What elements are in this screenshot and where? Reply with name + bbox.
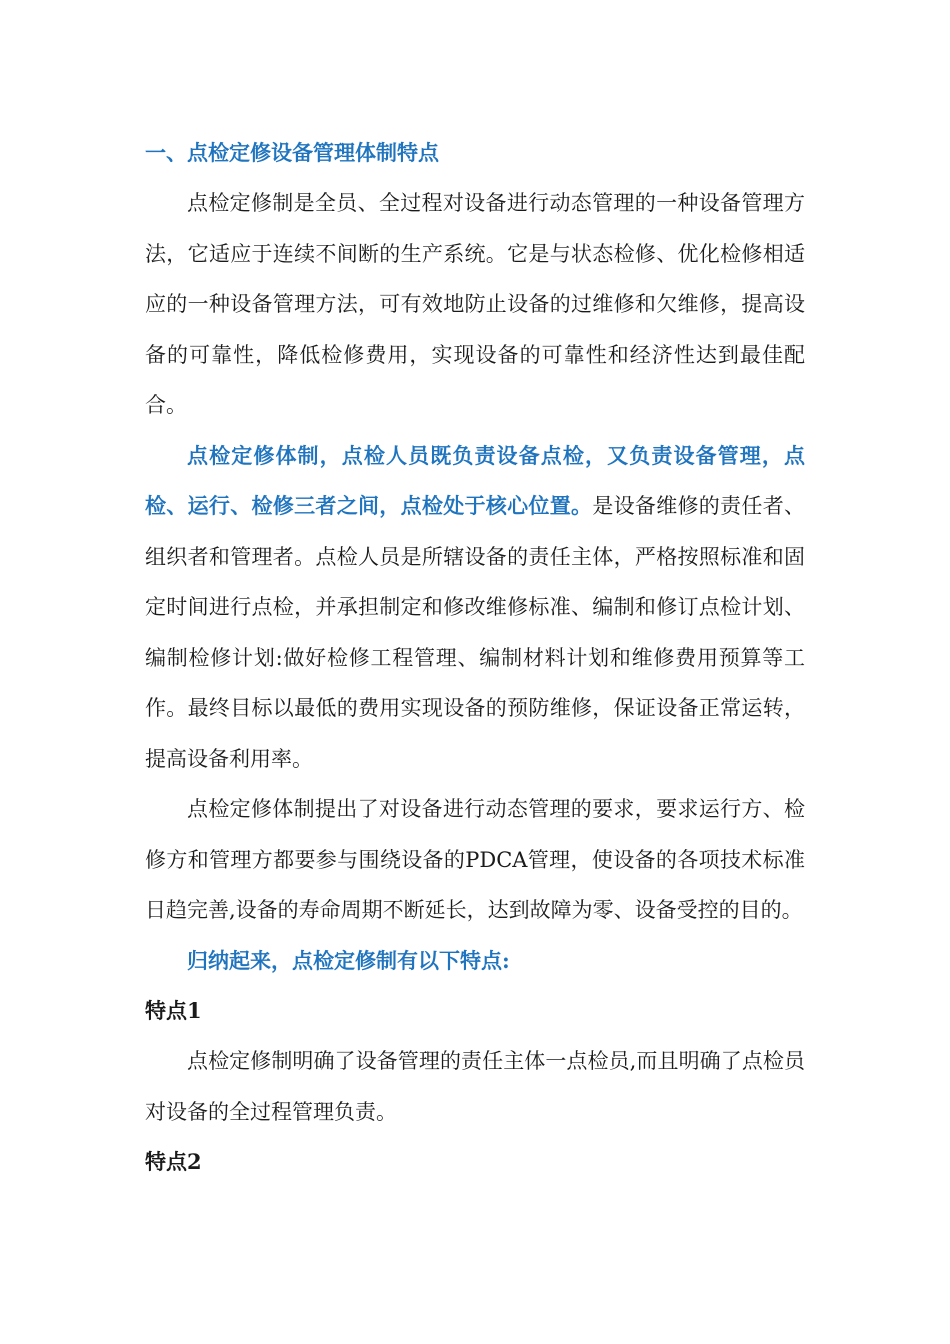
- paragraph-dynamic-management: 点检定修体制提出了对设备进行动态管理的要求，要求运行方、检修方和管理方都要参与围绕设备的PDCA管理，使设备的各项技术标准日趋完善,设备的寿命周期不断延长，达到故障为零、设备受控的目的。: [145, 797, 805, 922]
- summary-line: 归纳起来，点检定修制有以下特点:: [187, 947, 510, 973]
- paragraph-inspector-role-text: 是设备维修的责任者、组织者和管理者。点检人员是所辖设备的责任主体，严格按照标准和固定时间进行点检，并承担制定和修改维修标准、编制和修订点检计划、编制检修计划:做好检修工程管理、编制材料计划和维修费用预算等工作。最终目标以最低的费用实现设备的预防维修，保证设备正常运转，提高设备利用率。: [145, 494, 806, 771]
- highlighted-statement: 点检定修体制，点检人员既负责设备点检，又负责设备管理，点检、运行、检修三者之间，点检处于核心位置。: [145, 442, 805, 518]
- paragraph-inspector-role: [145, 431, 805, 785]
- feature-1-text: 点检定修制明确了设备管理的责任主体一点检员,而且明确了点检员对设备的全过程管理负责。: [145, 1049, 805, 1124]
- feature-2-title: 特点2: [145, 1149, 202, 1174]
- section-heading: 一、点检定修设备管理体制特点: [145, 140, 439, 165]
- feature-1-title: 特点1: [145, 998, 202, 1023]
- document-page: [145, 128, 805, 1187]
- paragraph-intro: 点检定修制是全员、全过程对设备进行动态管理的一种设备管理方法，它适应于连续不间断的生产系统。它是与状态检修、优化检修相适应的一种设备管理方法，可有效地防止设备的过维修和欠维修，提高设备的可靠性，降低检修费用，实现设备的可靠性和经济性达到最佳配合。: [145, 191, 805, 417]
